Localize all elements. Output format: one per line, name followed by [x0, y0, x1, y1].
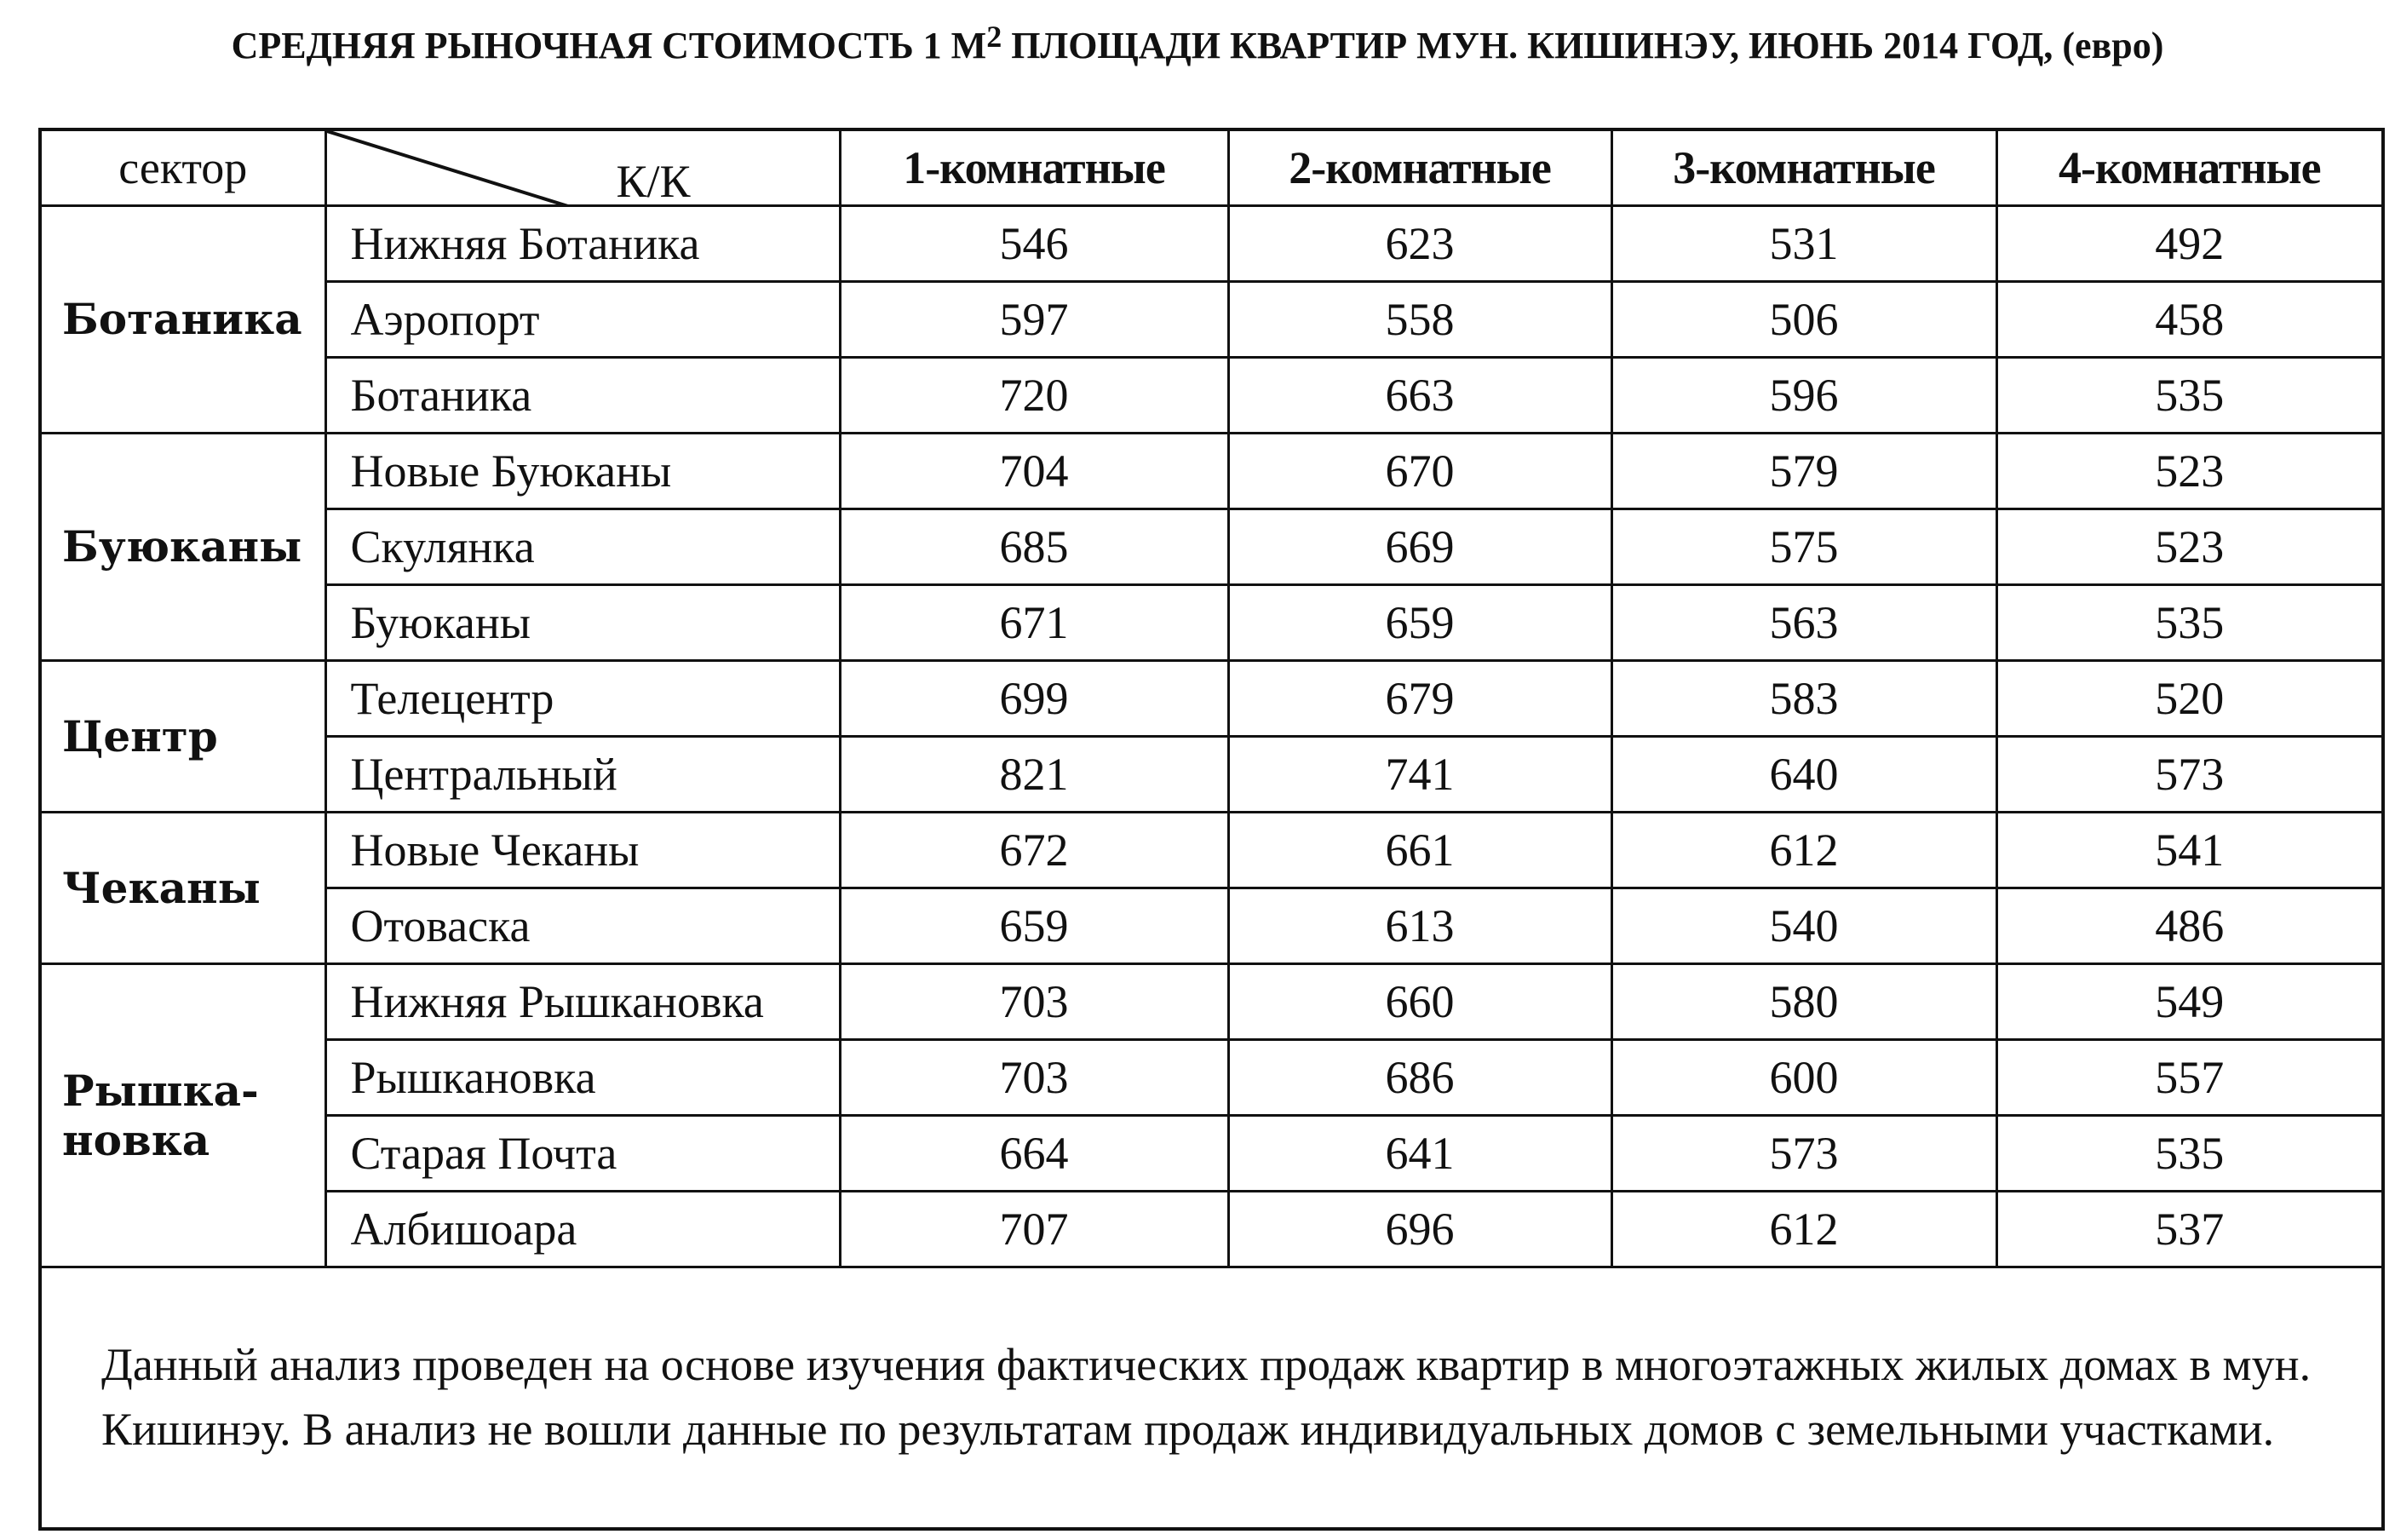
price-cell: 659 [840, 888, 1228, 964]
price-cell: 660 [1228, 964, 1611, 1040]
price-cell: 671 [840, 585, 1228, 661]
price-cell: 558 [1228, 282, 1611, 358]
price-cell: 523 [1996, 509, 2381, 585]
price-cell: 640 [1611, 737, 1996, 813]
price-cell: 580 [1611, 964, 1996, 1040]
column-header-3room: 3-комнатные [1611, 131, 1996, 206]
table-row [42, 509, 2381, 585]
price-cell: 541 [1996, 813, 2381, 888]
sector-name: Чеканы [42, 813, 325, 964]
price-cell: 685 [840, 509, 1228, 585]
price-cell: 669 [1228, 509, 1611, 585]
page-title [0, 20, 2395, 67]
price-cell: 535 [1996, 585, 2381, 661]
price-cell: 549 [1996, 964, 2381, 1040]
price-cell: 531 [1611, 206, 1996, 282]
price-cell: 486 [1996, 888, 2381, 964]
price-cell: 573 [1611, 1116, 1996, 1192]
table-row [42, 737, 2381, 813]
microdistrict-name: Аэропорт [325, 282, 840, 358]
price-cell: 573 [1996, 737, 2381, 813]
table-row [42, 661, 2381, 737]
price-cell: 664 [840, 1116, 1228, 1192]
price-cell: 596 [1611, 358, 1996, 434]
table-row [42, 1192, 2381, 1267]
microdistrict-name: Новые Буюканы [325, 434, 840, 509]
price-cell: 821 [840, 737, 1228, 813]
column-header-1room: 1-комнатные [840, 131, 1228, 206]
table-row [42, 282, 2381, 358]
microdistrict-name: Нижняя Ботаника [325, 206, 840, 282]
price-cell: 661 [1228, 813, 1611, 888]
price-cell: 707 [840, 1192, 1228, 1267]
price-cell: 672 [840, 813, 1228, 888]
microdistrict-name: Нижняя Рышкановка [325, 964, 840, 1040]
price-cell: 696 [1228, 1192, 1611, 1267]
price-cell: 597 [840, 282, 1228, 358]
title-text: СРЕДНЯЯ РЫНОЧНАЯ СТОИМОСТЬ 1 М [231, 25, 987, 66]
microdistrict-name: Скулянка [325, 509, 840, 585]
table-row [42, 206, 2381, 282]
price-cell: 506 [1611, 282, 1996, 358]
price-cell: 613 [1228, 888, 1611, 964]
price-cell: 535 [1996, 358, 2381, 434]
price-cell: 704 [840, 434, 1228, 509]
table-row [42, 1116, 2381, 1192]
sector-name: Рышка- новка [42, 964, 325, 1267]
price-cell: 720 [840, 358, 1228, 434]
table-row [42, 585, 2381, 661]
microdistrict-name: Албишоара [325, 1192, 840, 1267]
price-cell: 575 [1611, 509, 1996, 585]
diagonal-line [327, 131, 841, 206]
price-cell: 641 [1228, 1116, 1611, 1192]
column-header-2room: 2-комнатные [1228, 131, 1611, 206]
price-cell: 612 [1611, 813, 1996, 888]
table-row [42, 358, 2381, 434]
price-cell: 520 [1996, 661, 2381, 737]
price-cell: 686 [1228, 1040, 1611, 1116]
price-cell: 670 [1228, 434, 1611, 509]
price-cell: 546 [840, 206, 1228, 282]
microdistrict-name: Телецентр [325, 661, 840, 737]
price-cell: 492 [1996, 206, 2381, 282]
table-row [42, 964, 2381, 1040]
sector-name: Центр [42, 661, 325, 813]
table-row [42, 434, 2381, 509]
microdistrict-name: Отоваска [325, 888, 840, 964]
price-cell: 535 [1996, 1116, 2381, 1192]
price-cell: 679 [1228, 661, 1611, 737]
price-cell: 523 [1996, 434, 2381, 509]
price-cell: 703 [840, 964, 1228, 1040]
table-row [42, 1040, 2381, 1116]
sector-header: сектор [42, 131, 325, 206]
footnote: Данный анализ проведен на основе изучения фактических продаж квартир в многоэтажных жилых домах в мун. Кишинэу. В анализ не вошли данные по результатам продаж индивидуальных домов с земельными участками. [101, 1339, 2312, 1455]
microdistrict-name: Буюканы [325, 585, 840, 661]
kk-label: К/К [616, 156, 691, 206]
price-cell: 703 [840, 1040, 1228, 1116]
table-row [42, 888, 2381, 964]
microdistrict-name: Центральный [325, 737, 840, 813]
price-cell: 557 [1996, 1040, 2381, 1116]
price-cell: 540 [1611, 888, 1996, 964]
microdistrict-name: Рышкановка [325, 1040, 840, 1116]
sector-name: Ботаника [42, 206, 325, 434]
sector-name: Буюканы [42, 434, 325, 661]
microdistrict-name: Новые Чеканы [325, 813, 840, 888]
price-cell: 663 [1228, 358, 1611, 434]
price-table [42, 131, 2381, 1268]
diagonal-header [325, 131, 840, 206]
title-superscript: 2 [986, 20, 1002, 54]
header-row [42, 131, 2381, 206]
microdistrict-name: Ботаника [325, 358, 840, 434]
price-cell: 623 [1228, 206, 1611, 282]
column-header-4room: 4-комнатные [1996, 131, 2381, 206]
price-cell: 741 [1228, 737, 1611, 813]
microdistrict-name: Старая Почта [325, 1116, 840, 1192]
price-cell: 579 [1611, 434, 1996, 509]
price-table-sheet [38, 128, 2385, 1531]
price-cell: 537 [1996, 1192, 2381, 1267]
title-text-rest: ПЛОЩАДИ КВАРТИР МУН. КИШИНЭУ, ИЮНЬ 2014 ГОД, (евро) [1002, 25, 2164, 66]
price-cell: 699 [840, 661, 1228, 737]
price-cell: 600 [1611, 1040, 1996, 1116]
table-row [42, 813, 2381, 888]
price-cell: 458 [1996, 282, 2381, 358]
price-cell: 583 [1611, 661, 1996, 737]
price-cell: 612 [1611, 1192, 1996, 1267]
price-cell: 659 [1228, 585, 1611, 661]
price-cell: 563 [1611, 585, 1996, 661]
